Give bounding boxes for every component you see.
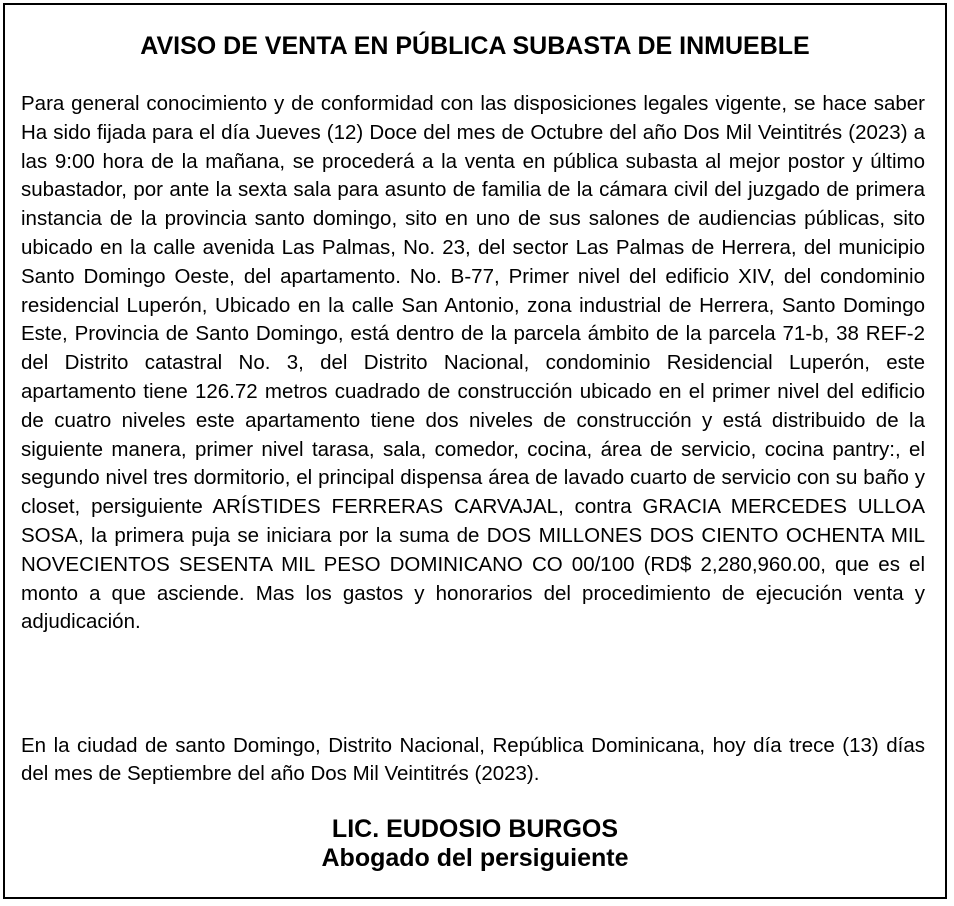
notice-body: Para general conocimiento y de conformidad con las disposiciones legales vigente, se hace saber Ha sido fijada para el día Jueves (12) Doce del mes de Octubre del año Dos Mil Veintitrés (2023) a las 9:00 hora de la mañana, se procederá a la venta en pública subasta al mejor postor y último subastador, por ante la sexta sala para asunto de familia de la cámara civil del juzgado de primera instancia de la provincia santo domingo, sito en uno de sus salones de audiencias públicas, sito ubicado en la calle avenida Las Palmas, No. 23, del sector Las Palmas de Herrera, del municipio Santo Domingo Oeste, del apartamento. No. B-77, Primer nivel del edificio XIV, del condominio residencial Luperón, Ubicado en la calle San Antonio, zona industrial de Herrera, Santo Domingo Este, Provincia de Santo Domingo, está dentro de la parcela ámbito de la parcela 71-b, 38 REF-2 del Distrito catastral No. 3, del Distrito Nacional, condominio Residencial Luperón, este apartamento tiene 126.72 metros cuadrado de construcción ubicado en el primer nivel del edificio de cuatro niveles este apartamento tiene dos niveles de construcción y está distribuido de la siguiente manera, primer nivel tarasa, sala, comedor, cocina, área de servicio, cocina pantry:, el segundo nivel tres dormitorio, el principal dispensa área de lavado cuarto de servicio con su baño y closet, persiguiente ARÍSTIDES FERRERAS CARVAJAL, contra GRACIA MERCEDES ULLOA SOSA, la primera puja se iniciara por la suma de DOS MILLONES DOS CIENTO OCHENTA MIL NOVECIENTOS SESENTA MIL PESO DOMINICANO CO 00/100 (RD$ 2,280,960.00, que es el monto a que asciende. Mas los gastos y honorarios del procedimiento de ejecución venta y adjudicación. xyxy=(21,92,925,634)
signature-block xyxy=(5,815,945,873)
notice-title: AVISO DE VENTA EN PÚBLICA SUBASTA DE INMUEBLE xyxy=(140,32,810,60)
notice-closing: En la ciudad de santo Domingo, Distrito Nacional, República Dominicana, hoy día trece (13) días del mes de Septiembre del año Dos Mil Veintitrés (2023). xyxy=(21,734,925,785)
signature-name: LIC. EUDOSIO BURGOS xyxy=(331,815,619,843)
notice-frame xyxy=(3,3,947,899)
signature-role: Abogado del persiguiente xyxy=(321,844,629,872)
